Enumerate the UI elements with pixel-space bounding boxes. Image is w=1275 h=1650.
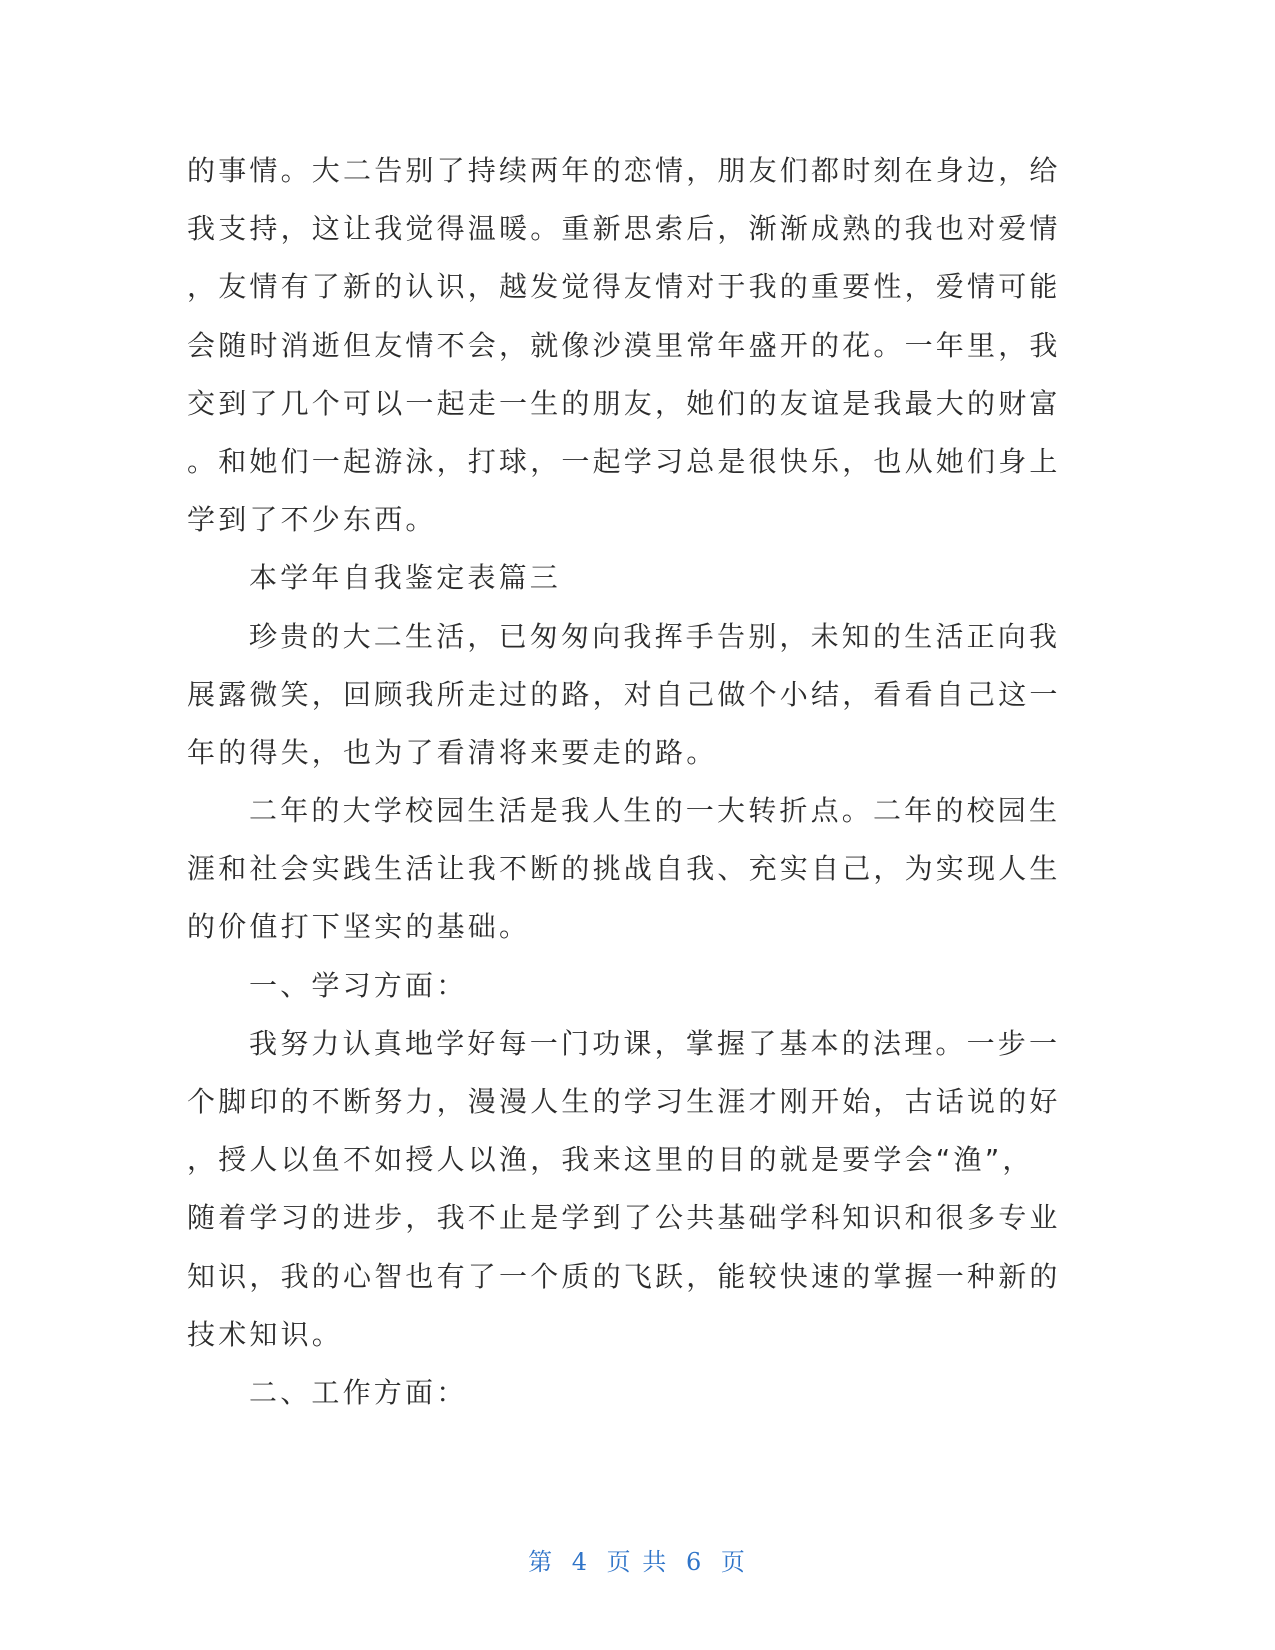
document-body [187, 142, 1067, 1422]
text-line: ，授人以鱼不如授人以渔，我来这里的目的就是要学会“渔”， [187, 1143, 1034, 1177]
footer-prefix: 第 [528, 1548, 555, 1576]
footer-middle: 页 共 [606, 1548, 669, 1576]
text-line: 交到了几个可以一起走一生的朋友，她们的友谊是我最大的财富 [187, 386, 1061, 420]
text-line: 涯和社会实践生活让我不断的挑战自我、充实自己，为实现人生 [187, 852, 1061, 886]
text-line: 我支持，这让我觉得温暖。重新思索后，渐渐成熟的我也对爱情 [187, 212, 1061, 246]
text-line: ，友情有了新的认识，越发觉得友情对于我的重要性，爱情可能 [187, 270, 1061, 304]
subsection-heading: 二、工作方面： [249, 1375, 468, 1409]
text-line: 的事情。大二告别了持续两年的恋情，朋友们都时刻在身边，给 [187, 154, 1061, 187]
text-line: 个脚印的不断努力，漫漫人生的学习生涯才刚开始，古话说的好 [187, 1085, 1061, 1118]
paragraph-start: 珍贵的大二生活，已匆匆向我挥手告别，未知的生活正向我 [249, 619, 1061, 653]
subsection-heading: 一、学习方面： [249, 968, 468, 1002]
text-line: 知识，我的心智也有了一个质的飞跃，能较快速的掌握一种新的 [187, 1259, 1061, 1293]
paragraph-start: 我努力认真地学好每一门功课，掌握了基本的法理。一步一 [249, 1026, 1061, 1060]
text-line: 的价值打下坚实的基础。 [187, 910, 531, 944]
current-page-number: 4 [571, 1548, 590, 1576]
text-line: 技术知识。 [187, 1317, 344, 1351]
page-number-footer [0, 1542, 1275, 1577]
text-line: 展露微笑，回顾我所走过的路，对自己做个小结，看看自己这一 [187, 677, 1061, 711]
footer-suffix: 页 [720, 1548, 747, 1576]
paragraph-start: 二年的大学校园生活是我人生的一大转折点。二年的校园生 [249, 794, 1061, 828]
text-line: 。和她们一起游泳，打球，一起学习总是很快乐，也从她们身上 [187, 444, 1061, 478]
section-heading: 本学年自我鉴定表篇三 [249, 561, 562, 595]
text-line: 年的得失，也为了看清将来要走的路。 [187, 735, 718, 769]
total-page-count: 6 [685, 1548, 704, 1576]
text-line: 随着学习的进步，我不止是学到了公共基础学科知识和很多专业 [187, 1201, 1061, 1235]
text-line: 学到了不少东西。 [187, 503, 437, 537]
text-line: 会随时消逝但友情不会，就像沙漠里常年盛开的花。一年里，我 [187, 328, 1061, 362]
